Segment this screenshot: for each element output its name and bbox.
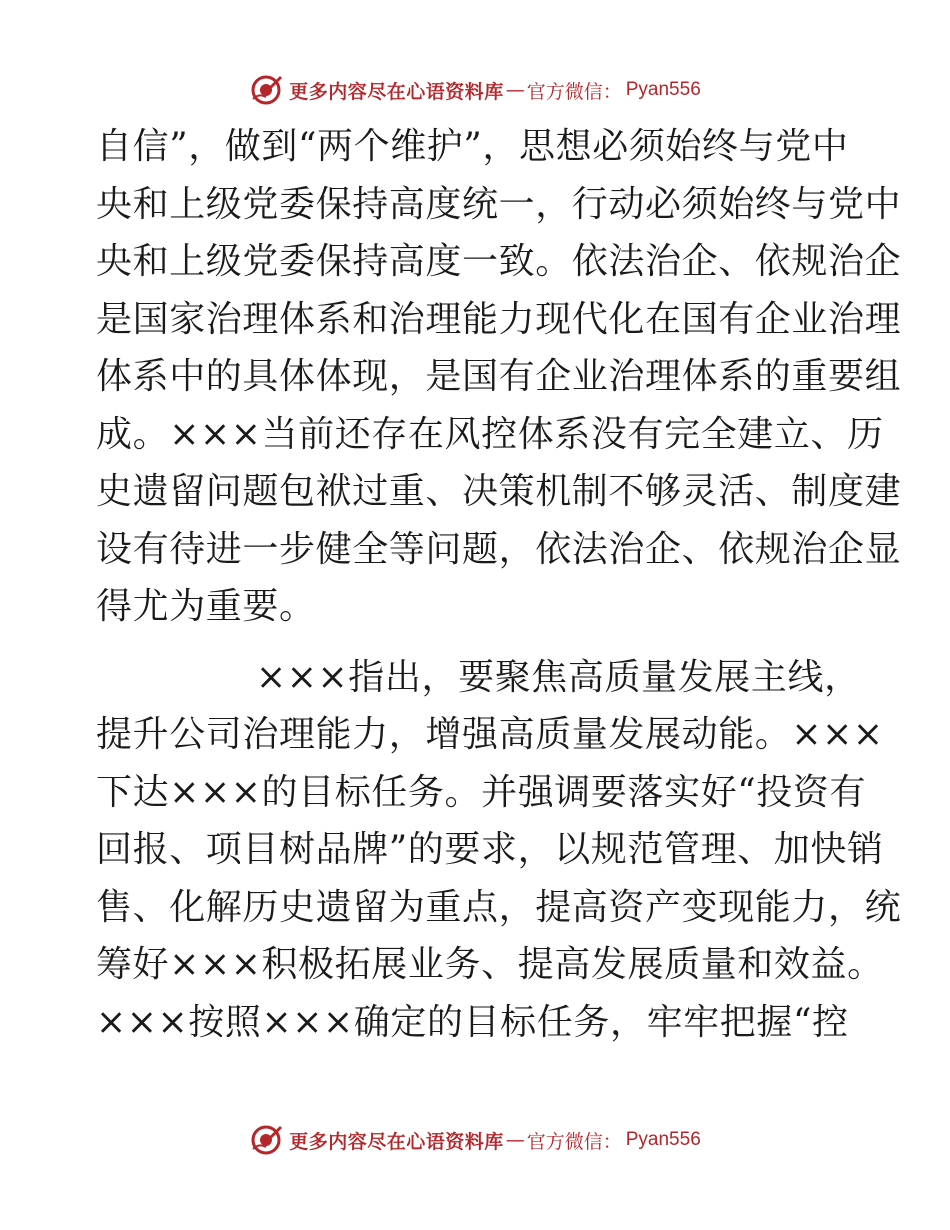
- text-line: 筹好×××积极拓展业务、提高发展质量和效益。: [96, 944, 884, 985]
- watermark-wechat-id: Pyan556: [625, 1129, 701, 1150]
- header-watermark: [0, 70, 950, 110]
- text-line: ×××按照×××确定的目标任务，牢牢把握“控: [96, 1001, 849, 1043]
- text-line: 自信”，做到“两个维护”，思想必须始终与党中: [96, 126, 849, 167]
- pen-logo-icon: [249, 73, 283, 107]
- text-line: 成。×××当前还存在风控体系没有完全建立、历: [96, 413, 884, 455]
- text-line: 下达×××的目标任务。并强调要落实好“投资有: [96, 771, 867, 813]
- watermark-official-label: 官方微信：: [526, 80, 622, 103]
- watermark-official-label: 官方微信：: [526, 1130, 622, 1153]
- text-line: 提升公司治理能力，增强高质量发展动能。×××: [96, 714, 884, 755]
- paragraph-1: [96, 118, 902, 636]
- text-line: 设有待进一步健全等问题，依法治企、依规治企显: [96, 528, 902, 570]
- document-body: [96, 118, 902, 1051]
- text-line: 体系中的具体体现，是国有企业治理体系的重要组: [96, 356, 902, 397]
- text-line: 央和上级党委保持高度一致。依法治企、依规治企: [96, 241, 902, 282]
- watermark-wechat-id: Pyan556: [625, 79, 701, 100]
- text-line: 是国家治理体系和治理能力现代化在国有企业治理: [96, 298, 902, 340]
- text-line: 史遗留问题包袱过重、决策机制不够灵活、制度建: [96, 471, 902, 512]
- watermark-separator: —: [505, 79, 525, 101]
- text-line: 售、化解历史遗留为重点，提高资产变现能力，统: [96, 886, 902, 928]
- watermark-main-text: 更多内容尽在心语资料库: [289, 80, 504, 103]
- text-line: 得尤为重要。: [96, 586, 316, 627]
- footer-watermark: [0, 1120, 950, 1160]
- text-line: 回报、项目树品牌”的要求，以规范管理、加快销: [96, 829, 884, 870]
- watermark-separator: —: [505, 1129, 525, 1151]
- text-line: 央和上级党委保持高度统一，行动必须始终与党中: [96, 183, 902, 225]
- watermark-main-text: 更多内容尽在心语资料库: [289, 1130, 504, 1153]
- paragraph-2: [96, 649, 902, 1052]
- pen-logo-icon: [249, 1123, 283, 1157]
- text-line: ×××指出，要聚焦高质量发展主线，: [256, 656, 861, 698]
